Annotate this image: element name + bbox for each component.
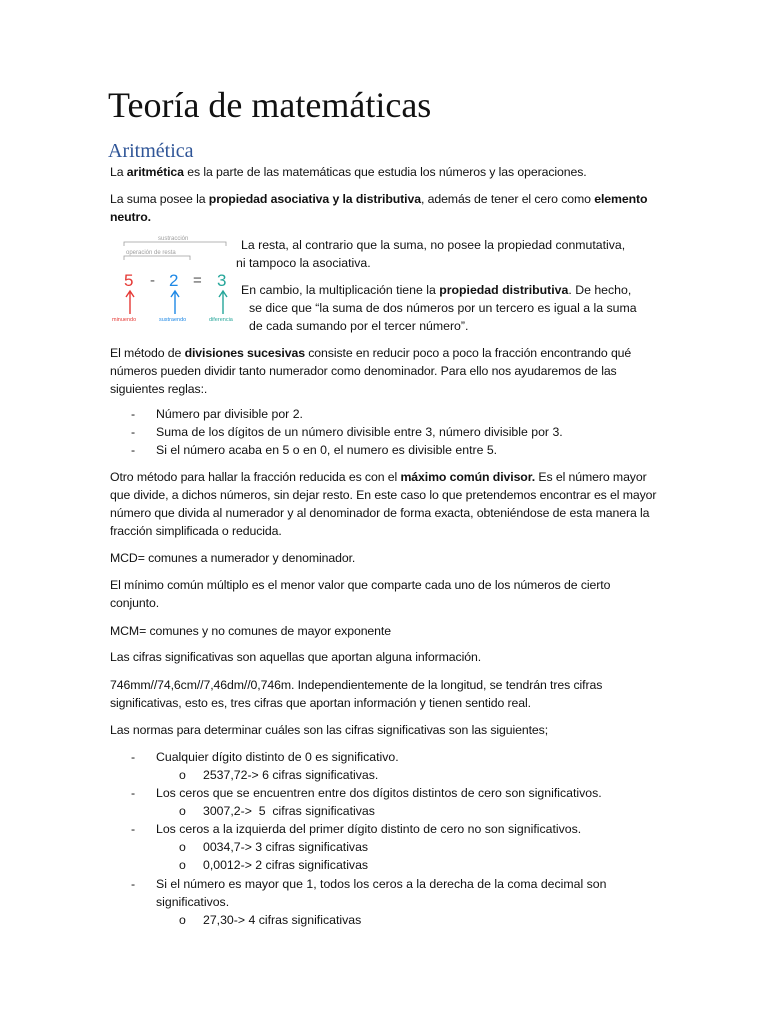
dash-marker: -: [131, 425, 136, 439]
digit-diferencia: 3: [217, 271, 227, 290]
norm-item: Cualquier dígito distinto de 0 es significativo.: [156, 750, 399, 764]
paragraph-multiplicacion-line3: de cada sumando por el tercer número”.: [249, 319, 469, 333]
subtraction-diagram: [106, 232, 256, 324]
paragraph-resta-line1: La resta, al contrario que la suma, no posee la propiedad conmutativa,: [241, 238, 626, 252]
norm-item: Si el número es mayor que 1, todos los ceros a la derecha de la coma decimal son: [156, 877, 607, 891]
rule-item: Si el número acaba en 5 o en 0, el numero es divisible entre 5.: [156, 443, 498, 457]
dash-marker: -: [131, 786, 136, 800]
mcm-definition: MCM= comunes y no comunes de mayor exponente: [110, 624, 391, 638]
paragraph-multiplicacion-line2: se dice que “la suma de dos números por un tercero es igual a la suma: [249, 301, 637, 315]
norm-sub-item: 27,30-> 4 cifras significativas: [203, 913, 362, 927]
bullet-marker: o: [179, 858, 186, 872]
paragraph-cifras: Las cifras significativas son aquellas que aportan alguna información.: [110, 650, 482, 664]
norm-sub-item: 0034,7-> 3 cifras significativas: [203, 840, 369, 854]
mcd-definition: MCD= comunes a numerador y denominador.: [110, 551, 356, 565]
rule-item: Número par divisible por 2.: [156, 407, 303, 421]
equals-sign: =: [193, 272, 202, 289]
bullet-marker: o: [179, 768, 186, 782]
paragraph-resta-line2: ni tampoco la asociativa.: [236, 256, 371, 270]
dash-marker: -: [131, 443, 136, 457]
norm-sub-item: 0,0012-> 2 cifras significativas: [203, 858, 369, 872]
arrow-sustraendo-icon: [171, 291, 179, 314]
paragraph-normas: Las normas para determinar cuáles son las cifras significativas son las siguientes;: [110, 723, 549, 737]
dash-marker: -: [131, 822, 136, 836]
arrow-minuendo-icon: [126, 291, 134, 314]
norm-item: Los ceros que se encuentren entre dos dígitos distintos de cero son significativos.: [156, 786, 602, 800]
label-minuendo: minuendo: [112, 317, 137, 323]
dash-marker: -: [131, 750, 136, 764]
bullet-marker: o: [179, 804, 186, 818]
minus-sign: -: [150, 272, 155, 289]
bullet-marker: o: [179, 913, 186, 927]
label-operacion: operación de resta: [126, 250, 176, 256]
paragraph-suma: La suma posee la propiedad asociativa y la distributiva, además de tener el cero como elemento neutro.: [110, 192, 648, 224]
arrow-diferencia-icon: [219, 291, 227, 314]
paragraph-aritmetica: La aritmética es la parte de las matemáticas que estudia los números y las operaciones.: [110, 165, 587, 179]
label-sustraendo: sustraendo: [159, 317, 187, 323]
page-title: Teoría de matemáticas: [108, 85, 432, 125]
bullet-marker: o: [179, 840, 186, 854]
digit-minuendo: 5: [124, 271, 134, 290]
paragraph-divisiones: El método de divisiones sucesivas consiste en reducir poco a poco la fracción encontrando qué números pueden dividir tanto numerador como denominador. Para ello nos ayudaremos de las siguientes reglas:.: [110, 346, 632, 396]
paragraph-longitud: 746mm//74,6cm//7,46dm//0,746m. Independientemente de la longitud, se tendrán tres cifras significativas, esto es, tres cifras que aportan información y tienen sentido real.: [110, 678, 603, 710]
paragraph-multiplicacion-line1: En cambio, la multiplicación tiene la propiedad distributiva. De hecho,: [241, 283, 632, 297]
dash-marker: -: [131, 407, 136, 421]
norm-item: Los ceros a la izquierda del primer dígito distinto de cero no son significativos.: [156, 822, 582, 836]
norm-item-continued: significativos.: [156, 895, 230, 909]
norm-sub-item: 2537,72-> 6 cifras significativas.: [203, 768, 379, 782]
label-diferencia: diferencia: [209, 317, 233, 323]
label-sustraccion: sustracción: [158, 236, 189, 242]
paragraph-mcm: El mínimo común múltiplo es el menor valor que comparte cada uno de los números de cierto conjunto.: [110, 578, 611, 610]
paragraph-mcd: Otro método para hallar la fracción reducida es con el máximo común divisor. Es el número mayor que divide, a dichos números, sin dejar resto. En este caso lo que pretendemos encontrar es el mayor número que divida al numerador y al denominador de forma exacta, obteniéndose de esta manera la fracción simplificada o reducida.: [110, 470, 657, 538]
section-heading: Aritmética: [108, 140, 194, 162]
rule-item: Suma de los dígitos de un número divisible entre 3, número divisible por 3.: [156, 425, 563, 439]
norm-sub-item: 3007,2-> 5 cifras significativas: [203, 804, 375, 818]
dash-marker: -: [131, 877, 136, 891]
digit-sustraendo: 2: [169, 271, 179, 290]
